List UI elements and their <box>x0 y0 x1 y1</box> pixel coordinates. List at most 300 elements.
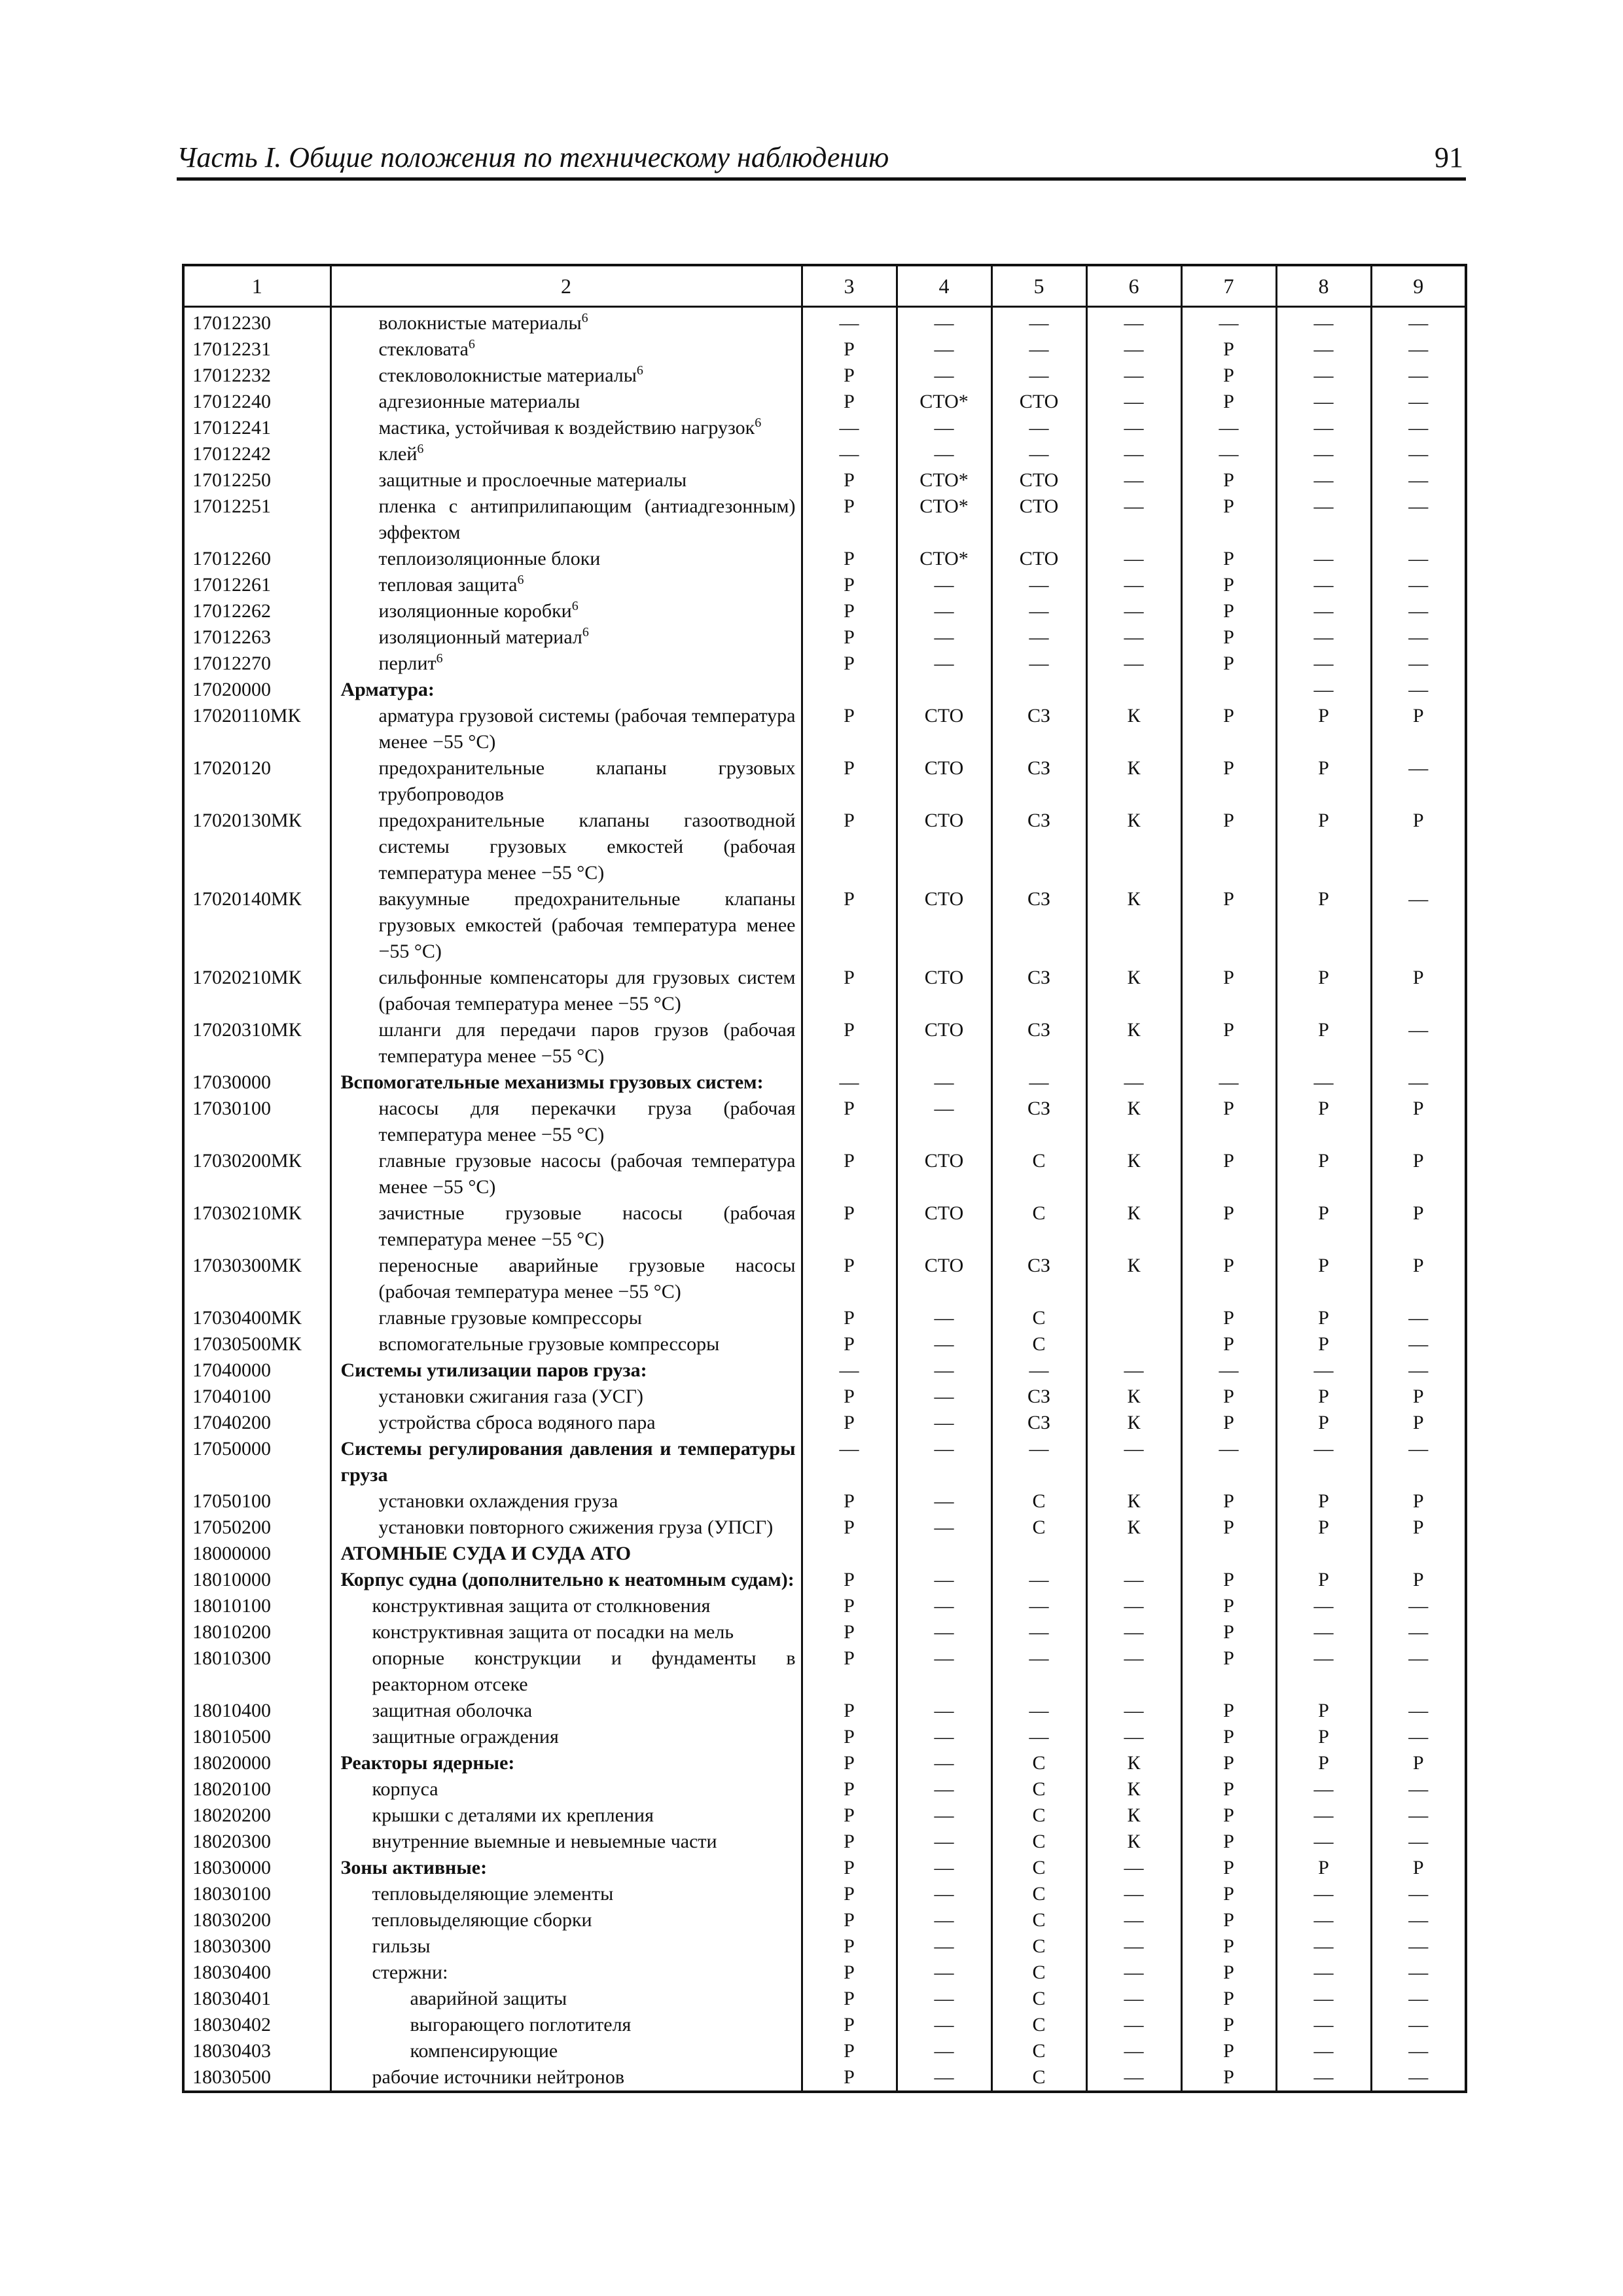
cell-col-9: — <box>1371 1357 1466 1384</box>
cell-col-8: — <box>1276 624 1371 651</box>
cell-col-8: Р <box>1276 755 1371 808</box>
cell-col-6: К <box>1086 1410 1181 1436</box>
cell-col-6: — <box>1086 598 1181 624</box>
cell-col-7: Р <box>1181 2012 1276 2038</box>
cell-col-9: — <box>1371 1436 1466 1488</box>
cell-col-5: С <box>991 2064 1086 2092</box>
row-description-text: зачистные грузовые насосы (рабочая температура менее −55 °С) <box>378 1202 796 1250</box>
cell-col-3: Р <box>802 1253 897 1305</box>
cell-col-7: Р <box>1181 1907 1276 1933</box>
table-row <box>183 1096 1466 1148</box>
cell-col-7: Р <box>1181 1148 1276 1200</box>
cell-col-9: — <box>1371 1776 1466 1803</box>
cell-col-5: — <box>991 415 1086 441</box>
cell-col-4: — <box>897 2012 991 2038</box>
table-row <box>183 2038 1466 2064</box>
cell-col-9: — <box>1371 1829 1466 1855</box>
cell-col-9: — <box>1371 1017 1466 1069</box>
cell-col-9: — <box>1371 2012 1466 2038</box>
column-header-4: 4 <box>897 265 991 307</box>
cell-col-4: — <box>897 307 991 337</box>
cell-col-5: — <box>991 1645 1086 1698</box>
cell-col-9: Р <box>1371 1096 1466 1148</box>
cell-col-4: — <box>897 1698 991 1724</box>
cell-col-7: Р <box>1181 2064 1276 2092</box>
cell-col-6 <box>1086 1541 1181 1567</box>
row-code: 17030200МК <box>183 1148 330 1200</box>
row-description <box>330 1017 802 1069</box>
cell-col-3 <box>802 677 897 703</box>
table-row <box>183 1698 1466 1724</box>
cell-col-9: — <box>1371 546 1466 572</box>
row-description-text: перлит <box>378 653 437 674</box>
cell-col-9: — <box>1371 651 1466 677</box>
cell-col-5: СЗ <box>991 886 1086 965</box>
row-description-text: сильфонные компенсаторы для грузовых систем (рабочая температура менее −55 °С) <box>378 967 796 1014</box>
row-code: 18030401 <box>183 1986 330 2012</box>
row-description <box>330 1541 802 1567</box>
table-row <box>183 1593 1466 1619</box>
cell-col-4: — <box>897 1436 991 1488</box>
cell-col-4: СТО <box>897 1200 991 1253</box>
cell-col-4 <box>897 677 991 703</box>
cell-col-3: Р <box>802 651 897 677</box>
row-description-text: устройства сброса водяного пара <box>378 1412 656 1433</box>
cell-col-6: — <box>1086 1881 1181 1907</box>
row-code: 18030403 <box>183 2038 330 2064</box>
column-header-3: 3 <box>802 265 897 307</box>
cell-col-6: К <box>1086 1803 1181 1829</box>
cell-col-5: — <box>991 336 1086 363</box>
cell-col-3: Р <box>802 1986 897 2012</box>
cell-col-4: — <box>897 363 991 389</box>
cell-col-6: — <box>1086 1619 1181 1645</box>
table-row <box>183 1148 1466 1200</box>
cell-col-4: — <box>897 1645 991 1698</box>
row-code: 17012231 <box>183 336 330 363</box>
cell-col-9: Р <box>1371 1855 1466 1881</box>
row-description <box>330 1776 802 1803</box>
cell-col-8: — <box>1276 598 1371 624</box>
cell-col-3: Р <box>802 1881 897 1907</box>
cell-col-8: Р <box>1276 1096 1371 1148</box>
row-code: 17050100 <box>183 1488 330 1515</box>
cell-col-5: С <box>991 1750 1086 1776</box>
cell-col-8: — <box>1276 1593 1371 1619</box>
cell-col-8: — <box>1276 2064 1371 2092</box>
cell-col-9: — <box>1371 886 1466 965</box>
cell-col-6: — <box>1086 2064 1181 2092</box>
cell-col-7: Р <box>1181 651 1276 677</box>
row-description <box>330 1357 802 1384</box>
cell-col-3: Р <box>802 1698 897 1724</box>
cell-col-7: Р <box>1181 1410 1276 1436</box>
cell-col-7: Р <box>1181 1515 1276 1541</box>
table-row <box>183 467 1466 493</box>
cell-col-8: Р <box>1276 1567 1371 1593</box>
cell-col-4: — <box>897 1986 991 2012</box>
row-description <box>330 1960 802 1986</box>
cell-col-8: Р <box>1276 1410 1371 1436</box>
cell-col-4: — <box>897 1803 991 1829</box>
cell-col-6: К <box>1086 965 1181 1017</box>
row-description <box>330 1384 802 1410</box>
cell-col-8: — <box>1276 1357 1371 1384</box>
cell-col-8: — <box>1276 307 1371 337</box>
row-description-text: аварийной защиты <box>410 1988 567 2009</box>
row-description <box>330 1200 802 1253</box>
cell-col-7: — <box>1181 1069 1276 1096</box>
cell-col-7: Р <box>1181 808 1276 886</box>
cell-col-3: Р <box>802 755 897 808</box>
cell-col-6: — <box>1086 624 1181 651</box>
cell-col-8: — <box>1276 1986 1371 2012</box>
table-row <box>183 651 1466 677</box>
cell-col-6: К <box>1086 755 1181 808</box>
row-description-text: Реакторы ядерные: <box>340 1752 515 1774</box>
row-code: 17030100 <box>183 1096 330 1148</box>
row-description-text: Системы утилизации паров груза: <box>340 1359 647 1381</box>
table-row <box>183 1724 1466 1750</box>
cell-col-6: К <box>1086 1515 1181 1541</box>
cell-col-3: Р <box>802 1619 897 1645</box>
row-description <box>330 1750 802 1776</box>
cell-col-7: Р <box>1181 1619 1276 1645</box>
row-description <box>330 755 802 808</box>
cell-col-3: Р <box>802 467 897 493</box>
cell-col-8: — <box>1276 651 1371 677</box>
cell-col-6: — <box>1086 307 1181 337</box>
row-code: 17012230 <box>183 307 330 337</box>
row-description-text: гильзы <box>372 1935 431 1957</box>
cell-col-8: — <box>1276 1881 1371 1907</box>
cell-col-8: Р <box>1276 1148 1371 1200</box>
table-row <box>183 598 1466 624</box>
row-code: 17012263 <box>183 624 330 651</box>
cell-col-3: — <box>802 307 897 337</box>
row-description <box>330 1488 802 1515</box>
cell-col-4: — <box>897 624 991 651</box>
cell-col-8: Р <box>1276 1750 1371 1776</box>
cell-col-9: — <box>1371 441 1466 467</box>
cell-col-5: — <box>991 1567 1086 1593</box>
cell-col-6: — <box>1086 1357 1181 1384</box>
cell-col-5: СТО <box>991 467 1086 493</box>
cell-col-7: Р <box>1181 1750 1276 1776</box>
row-description <box>330 624 802 651</box>
row-description-text: переносные аварийные грузовые насосы (рабочая температура менее −55 °С) <box>378 1255 796 1302</box>
cell-col-5: СЗ <box>991 755 1086 808</box>
cell-col-6: К <box>1086 886 1181 965</box>
cell-col-5: СЗ <box>991 808 1086 886</box>
cell-col-4: СТО <box>897 1148 991 1200</box>
row-code: 17012262 <box>183 598 330 624</box>
row-description <box>330 651 802 677</box>
cell-col-5: С <box>991 1331 1086 1357</box>
equipment-table <box>182 264 1467 2093</box>
cell-col-6 <box>1086 677 1181 703</box>
cell-col-6: — <box>1086 1698 1181 1724</box>
cell-col-4: СТО* <box>897 467 991 493</box>
row-description <box>330 965 802 1017</box>
row-description-text: стержни: <box>372 1962 448 1983</box>
cell-col-4: — <box>897 1593 991 1619</box>
cell-col-7: — <box>1181 441 1276 467</box>
table-header-row <box>183 265 1466 307</box>
table-row <box>183 1410 1466 1436</box>
cell-col-6: — <box>1086 415 1181 441</box>
cell-col-8: Р <box>1276 965 1371 1017</box>
cell-col-4: — <box>897 1855 991 1881</box>
cell-col-6: К <box>1086 1096 1181 1148</box>
table-row <box>183 1933 1466 1960</box>
cell-col-7: Р <box>1181 1645 1276 1698</box>
column-header-8: 8 <box>1276 265 1371 307</box>
table-row <box>183 1200 1466 1253</box>
row-description-text: насосы для перекачки груза (рабочая температура менее −55 °С) <box>378 1098 796 1145</box>
cell-col-7: — <box>1181 1436 1276 1488</box>
cell-col-3 <box>802 1541 897 1567</box>
row-description <box>330 1933 802 1960</box>
footnote-marker: 6 <box>581 311 588 325</box>
row-description <box>330 1436 802 1488</box>
cell-col-3: Р <box>802 965 897 1017</box>
row-description <box>330 493 802 546</box>
cell-col-7: Р <box>1181 467 1276 493</box>
cell-col-8: Р <box>1276 1253 1371 1305</box>
row-code: 18010000 <box>183 1567 330 1593</box>
cell-col-6: — <box>1086 651 1181 677</box>
cell-col-8: Р <box>1276 808 1371 886</box>
row-code: 18010400 <box>183 1698 330 1724</box>
row-code: 17040000 <box>183 1357 330 1384</box>
cell-col-3: Р <box>802 1907 897 1933</box>
table-row <box>183 1515 1466 1541</box>
row-description-text: защитные и прослоечные материалы <box>378 469 687 491</box>
cell-col-5: С <box>991 1148 1086 1200</box>
row-description <box>330 1619 802 1645</box>
cell-col-3: Р <box>802 808 897 886</box>
cell-col-7: Р <box>1181 1200 1276 1253</box>
cell-col-7: Р <box>1181 546 1276 572</box>
row-description-text: главные грузовые компрессоры <box>378 1307 642 1329</box>
table-row <box>183 441 1466 467</box>
row-code: 17020210МК <box>183 965 330 1017</box>
cell-col-3: Р <box>802 1384 897 1410</box>
row-description <box>330 2038 802 2064</box>
row-description <box>330 1645 802 1698</box>
row-code: 17012241 <box>183 415 330 441</box>
header-rule <box>177 177 1466 181</box>
row-code: 17020110МК <box>183 703 330 755</box>
cell-col-7: Р <box>1181 1986 1276 2012</box>
cell-col-4: — <box>897 1305 991 1331</box>
cell-col-5: — <box>991 1593 1086 1619</box>
row-code: 17040100 <box>183 1384 330 1410</box>
table-row <box>183 336 1466 363</box>
table-row <box>183 886 1466 965</box>
cell-col-6: — <box>1086 363 1181 389</box>
row-description <box>330 1410 802 1436</box>
cell-col-7: Р <box>1181 1829 1276 1855</box>
cell-col-4: — <box>897 415 991 441</box>
cell-col-5: С <box>991 1907 1086 1933</box>
cell-col-6: — <box>1086 1645 1181 1698</box>
row-description-text: адгезионные материалы <box>378 391 580 412</box>
cell-col-8: Р <box>1276 1017 1371 1069</box>
table-body <box>183 307 1466 2092</box>
table-row <box>183 1750 1466 1776</box>
row-description <box>330 572 802 598</box>
cell-col-6: — <box>1086 2038 1181 2064</box>
cell-col-3: Р <box>802 1096 897 1148</box>
column-header-7: 7 <box>1181 265 1276 307</box>
cell-col-8: — <box>1276 441 1371 467</box>
cell-col-7: — <box>1181 1357 1276 1384</box>
row-code: 18010300 <box>183 1645 330 1698</box>
row-description-text: опорные конструкции и фундаменты в реакторном отсеке <box>372 1647 796 1695</box>
cell-col-8: — <box>1276 1645 1371 1698</box>
cell-col-9: — <box>1371 415 1466 441</box>
cell-col-9: — <box>1371 1986 1466 2012</box>
cell-col-4: СТО <box>897 886 991 965</box>
table-row <box>183 1541 1466 1567</box>
row-description-text: изоляционные коробки <box>378 600 572 622</box>
cell-col-7: Р <box>1181 886 1276 965</box>
row-description <box>330 1907 802 1933</box>
cell-col-7: Р <box>1181 2038 1276 2064</box>
cell-col-8: Р <box>1276 1724 1371 1750</box>
cell-col-5: С <box>991 1776 1086 1803</box>
row-description-text: компенсирующие <box>410 2040 558 2062</box>
cell-col-4: — <box>897 1750 991 1776</box>
cell-col-9: — <box>1371 1305 1466 1331</box>
row-code: 17012250 <box>183 467 330 493</box>
cell-col-8: — <box>1276 546 1371 572</box>
cell-col-6: — <box>1086 467 1181 493</box>
cell-col-7: Р <box>1181 1698 1276 1724</box>
cell-col-5: — <box>991 1069 1086 1096</box>
row-code: 17012240 <box>183 389 330 415</box>
row-description-text: шланги для передачи паров грузов (рабочая температура менее −55 °С) <box>378 1019 796 1067</box>
cell-col-3: Р <box>802 1200 897 1253</box>
cell-col-4: — <box>897 1384 991 1410</box>
footnote-marker: 6 <box>436 651 443 666</box>
cell-col-4: СТО <box>897 703 991 755</box>
cell-col-4: — <box>897 1933 991 1960</box>
row-code: 17030400МК <box>183 1305 330 1331</box>
cell-col-5: СЗ <box>991 1410 1086 1436</box>
row-code: 17012260 <box>183 546 330 572</box>
cell-col-7: — <box>1181 307 1276 337</box>
cell-col-9: Р <box>1371 1515 1466 1541</box>
cell-col-9: — <box>1371 1724 1466 1750</box>
cell-col-6 <box>1086 1331 1181 1357</box>
table-row <box>183 1305 1466 1331</box>
cell-col-6: — <box>1086 572 1181 598</box>
cell-col-9: Р <box>1371 808 1466 886</box>
cell-col-6: — <box>1086 1960 1181 1986</box>
cell-col-3: Р <box>802 1410 897 1436</box>
cell-col-5 <box>991 677 1086 703</box>
cell-col-6: — <box>1086 1855 1181 1881</box>
cell-col-5: СТО <box>991 546 1086 572</box>
row-description-text: тепловыделяющие сборки <box>372 1909 592 1931</box>
cell-col-6: — <box>1086 389 1181 415</box>
row-description-text: вспомогательные грузовые компрессоры <box>378 1333 720 1355</box>
cell-col-4: — <box>897 1907 991 1933</box>
cell-col-8: — <box>1276 415 1371 441</box>
cell-col-3: — <box>802 1357 897 1384</box>
cell-col-9: — <box>1371 1907 1466 1933</box>
cell-col-7: Р <box>1181 1933 1276 1960</box>
cell-col-9: — <box>1371 2038 1466 2064</box>
cell-col-4: СТО <box>897 965 991 1017</box>
cell-col-8: Р <box>1276 1488 1371 1515</box>
cell-col-8: — <box>1276 1933 1371 1960</box>
table-row <box>183 808 1466 886</box>
cell-col-5: — <box>991 651 1086 677</box>
column-header-9: 9 <box>1371 265 1466 307</box>
cell-col-3: Р <box>802 2064 897 2092</box>
cell-col-7: Р <box>1181 965 1276 1017</box>
table-row <box>183 1776 1466 1803</box>
cell-col-5: — <box>991 1436 1086 1488</box>
row-description-text: Вспомогательные механизмы грузовых систем: <box>340 1071 764 1093</box>
cell-col-8: — <box>1276 363 1371 389</box>
row-description-text: установки охлаждения груза <box>378 1490 618 1512</box>
row-description-text: мастика, устойчивая к воздействию нагрузок <box>378 417 755 439</box>
cell-col-3: Р <box>802 598 897 624</box>
cell-col-8: — <box>1276 467 1371 493</box>
cell-col-7: Р <box>1181 1488 1276 1515</box>
table-row <box>183 755 1466 808</box>
cell-col-4: СТО <box>897 1017 991 1069</box>
cell-col-3: Р <box>802 1305 897 1331</box>
table-row <box>183 1357 1466 1384</box>
table-row <box>183 1384 1466 1410</box>
cell-col-5: СЗ <box>991 965 1086 1017</box>
cell-col-9: — <box>1371 2064 1466 2092</box>
table-row <box>183 363 1466 389</box>
cell-col-6: К <box>1086 1148 1181 1200</box>
cell-col-6: К <box>1086 1750 1181 1776</box>
row-description <box>330 677 802 703</box>
cell-col-4: — <box>897 1881 991 1907</box>
table-row <box>183 1331 1466 1357</box>
cell-col-7: Р <box>1181 703 1276 755</box>
cell-col-9 <box>1371 1541 1466 1567</box>
cell-col-8: Р <box>1276 1331 1371 1357</box>
cell-col-7: Р <box>1181 1855 1276 1881</box>
row-description-text: клей <box>378 443 418 465</box>
cell-col-6: К <box>1086 1776 1181 1803</box>
cell-col-7 <box>1181 1541 1276 1567</box>
row-description-text: установки повторного сжижения груза (УПСГ) <box>378 1516 774 1538</box>
cell-col-9: — <box>1371 1803 1466 1829</box>
page-header-title: Часть I. Общие положения по техническому наблюдению <box>177 141 889 173</box>
column-header-2: 2 <box>330 265 802 307</box>
cell-col-9: — <box>1371 1960 1466 1986</box>
table-row <box>183 1069 1466 1096</box>
footnote-marker: 6 <box>582 625 589 639</box>
row-description-text: главные грузовые насосы (рабочая температура менее −55 °С) <box>378 1150 796 1198</box>
cell-col-9: Р <box>1371 1200 1466 1253</box>
cell-col-5: СТО <box>991 389 1086 415</box>
row-description <box>330 1096 802 1148</box>
cell-col-8: Р <box>1276 703 1371 755</box>
cell-col-5: СЗ <box>991 703 1086 755</box>
